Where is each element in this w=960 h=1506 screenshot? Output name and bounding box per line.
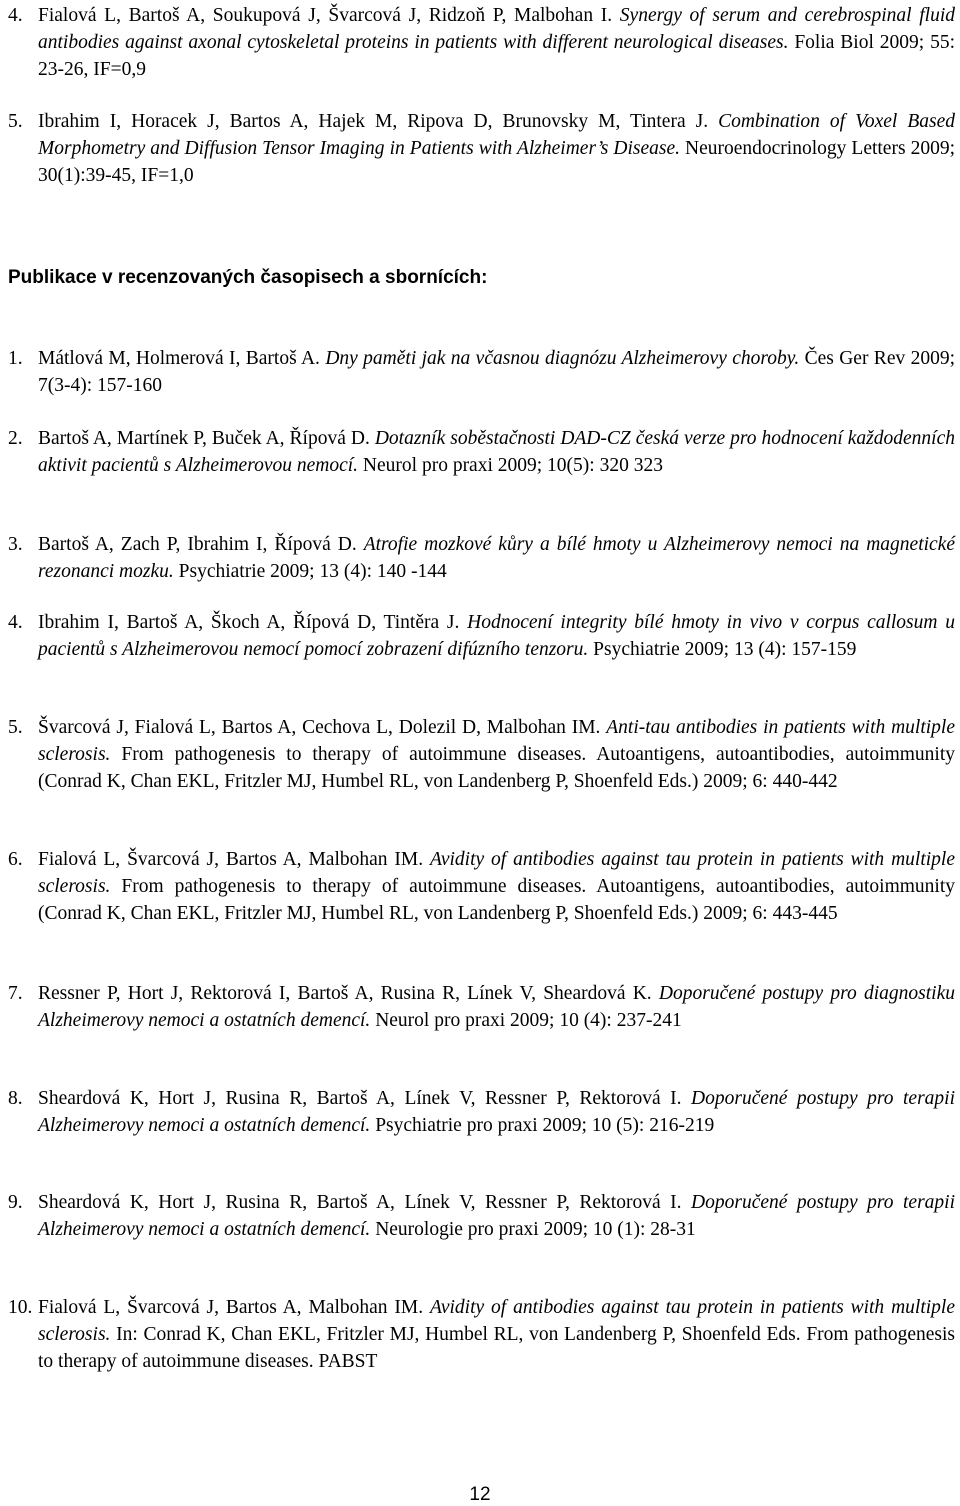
reference-source: Psychiatrie 2009; 13 (4): 157-159 — [588, 639, 857, 660]
reference-number: 8. — [8, 1088, 23, 1109]
reference-title: Anti-tau antibodies in patients with multiple sclerosis. — [38, 717, 955, 765]
reference-title: Avidity of antibodies against tau protein in patients with multiple sclerosis. — [38, 1297, 955, 1345]
reference-authors: Sheardová K, Hort J, Rusina R, Bartoš A, Línek V, Ressner P, Rektorová I. — [38, 1088, 692, 1109]
page-number: 12 — [469, 1484, 491, 1505]
reference-text — [38, 846, 955, 927]
reference-text — [38, 2, 955, 83]
reference-number: 3. — [8, 534, 23, 555]
reference-authors: Ibrahim I, Horacek J, Bartos A, Hajek M, Ripova D, Brunovsky M, Tintera J. — [38, 111, 719, 132]
reference-number: 7. — [8, 983, 23, 1004]
reference-source: Neurol pro praxi 2009; 10 (4): 237-241 — [370, 1010, 682, 1031]
reference-authors: Švarcová J, Fialová L, Bartos A, Cechova L, Dolezil D, Malbohan IM. — [38, 717, 607, 738]
reference-source: In: Conrad K, Chan EKL, Fritzler MJ, Humbel RL, von Landenberg P, Shoenfeld Eds. From pathogenesis to therapy of autoimmune diseases. PABST — [38, 1324, 955, 1372]
reference-entry — [8, 1189, 955, 1243]
reference-entry — [8, 609, 955, 663]
reference-entry — [8, 345, 955, 399]
reference-source: Folia Biol 2009; 55: 23-26, IF=0,9 — [38, 32, 955, 80]
reference-source: Neuroendocrinology Letters 2009; 30(1):39-45, IF=1,0 — [38, 138, 955, 186]
reference-authors: Ibrahim I, Bartoš A, Škoch A, Řípová D, Tintěra J. — [38, 612, 468, 633]
reference-source: Čes Ger Rev 2009; 7(3-4): 157-160 — [38, 348, 956, 396]
reference-entry — [8, 108, 955, 189]
reference-number: 2. — [8, 428, 23, 449]
reference-entry — [8, 980, 955, 1034]
reference-source: Psychiatrie 2009; 13 (4): 140 -144 — [173, 561, 447, 582]
reference-number: 1. — [8, 348, 23, 369]
reference-source: From pathogenesis to therapy of autoimmune diseases. Autoantigens, autoantibodies, autoimmunity (Conrad K, Chan EKL, Fritzler MJ, Humbel RL, von Landenberg P, Shoenfeld Eds.) 2009; 6: 443-445 — [38, 876, 955, 924]
reference-source: Neurologie pro praxi 2009; 10 (1): 28-31 — [370, 1219, 696, 1240]
reference-authors: Ressner P, Hort J, Rektorová I, Bartoš A, Rusina R, Línek V, Sheardová K. — [38, 983, 659, 1004]
reference-text — [38, 1294, 955, 1375]
reference-entry — [8, 531, 955, 585]
reference-source: Neurol pro praxi 2009; 10(5): 320 323 — [358, 455, 663, 476]
reference-entry — [8, 425, 955, 479]
reference-number: 10. — [8, 1297, 33, 1318]
reference-entry — [8, 714, 955, 795]
reference-number: 4. — [8, 5, 23, 26]
reference-title: Doporučené postupy pro terapii Alzheimerovy nemoci a ostatních demencí. — [38, 1192, 955, 1240]
reference-title: Dny paměti jak na včasnou diagnózu Alzheimerovy choroby. — [325, 348, 800, 369]
reference-title: Avidity of antibodies against tau protein in patients with multiple sclerosis. — [38, 849, 955, 897]
reference-number: 4. — [8, 612, 23, 633]
reference-authors: Fialová L, Švarcová J, Bartos A, Malbohan IM. — [38, 1297, 431, 1318]
reference-text — [38, 714, 955, 795]
reference-text — [38, 980, 955, 1034]
reference-entry — [8, 1085, 955, 1139]
reference-number: 5. — [8, 717, 23, 738]
reference-number: 5. — [8, 111, 23, 132]
reference-text — [38, 108, 955, 189]
reference-title: Hodnocení integrity bílé hmoty in vivo v corpus callosum u pacientů s Alzheimerovou nemocí pomocí zobrazení difúzního tenzoru. — [38, 612, 955, 660]
reference-text — [38, 345, 955, 399]
reference-title: Dotazník soběstačnosti DAD-CZ česká verze pro hodnocení každodenních aktivit pacientů s Alzheimerovou nemocí. — [38, 428, 955, 476]
reference-text — [38, 1189, 955, 1243]
reference-source: From pathogenesis to therapy of autoimmune diseases. Autoantigens, autoantibodies, autoimmunity (Conrad K, Chan EKL, Fritzler MJ, Humbel RL, von Landenberg P, Shoenfeld Eds.) 2009; 6: 440-442 — [38, 744, 955, 792]
reference-authors: Mátlová M, Holmerová I, Bartoš A. — [38, 348, 326, 369]
reference-authors: Fialová L, Bartoš A, Soukupová J, Švarcová J, Ridzoň P, Malbohan I. — [38, 5, 620, 26]
reference-number: 9. — [8, 1192, 23, 1213]
reference-title: Synergy of serum and cerebrospinal fluid antibodies against axonal cytoskeletal proteins in patients with different neurological diseases. — [38, 5, 955, 53]
reference-authors: Bartoš A, Martínek P, Buček A, Řípová D. — [38, 428, 375, 449]
reference-entry — [8, 2, 955, 83]
reference-text — [38, 609, 955, 663]
reference-number: 6. — [8, 849, 23, 870]
reference-entry — [8, 1294, 955, 1375]
reference-title: Combination of Voxel Based Morphometry and Diffusion Tensor Imaging in Patients with Alzheimer’s Disease. — [38, 111, 955, 159]
reference-text — [38, 425, 955, 479]
reference-authors: Fialová L, Švarcová J, Bartos A, Malbohan IM. — [38, 849, 431, 870]
reference-entry — [8, 846, 955, 927]
reference-source: Psychiatrie pro praxi 2009; 10 (5): 216-219 — [370, 1115, 715, 1136]
reference-text — [38, 531, 955, 585]
reference-title: Doporučené postupy pro terapii Alzheimerovy nemoci a ostatních demencí. — [38, 1088, 955, 1136]
section-heading: Publikace v recenzovaných časopisech a sbornících: — [8, 267, 488, 288]
reference-authors: Bartoš A, Zach P, Ibrahim I, Řípová D. — [38, 534, 364, 555]
reference-title: Doporučené postupy pro diagnostiku Alzheimerovy nemoci a ostatních demencí. — [38, 983, 955, 1031]
reference-text — [38, 1085, 955, 1139]
reference-title: Atrofie mozkové kůry a bílé hmoty u Alzheimerovy nemoci na magnetické rezonanci mozku. — [38, 534, 955, 582]
reference-authors: Sheardová K, Hort J, Rusina R, Bartoš A, Línek V, Ressner P, Rektorová I. — [38, 1192, 692, 1213]
